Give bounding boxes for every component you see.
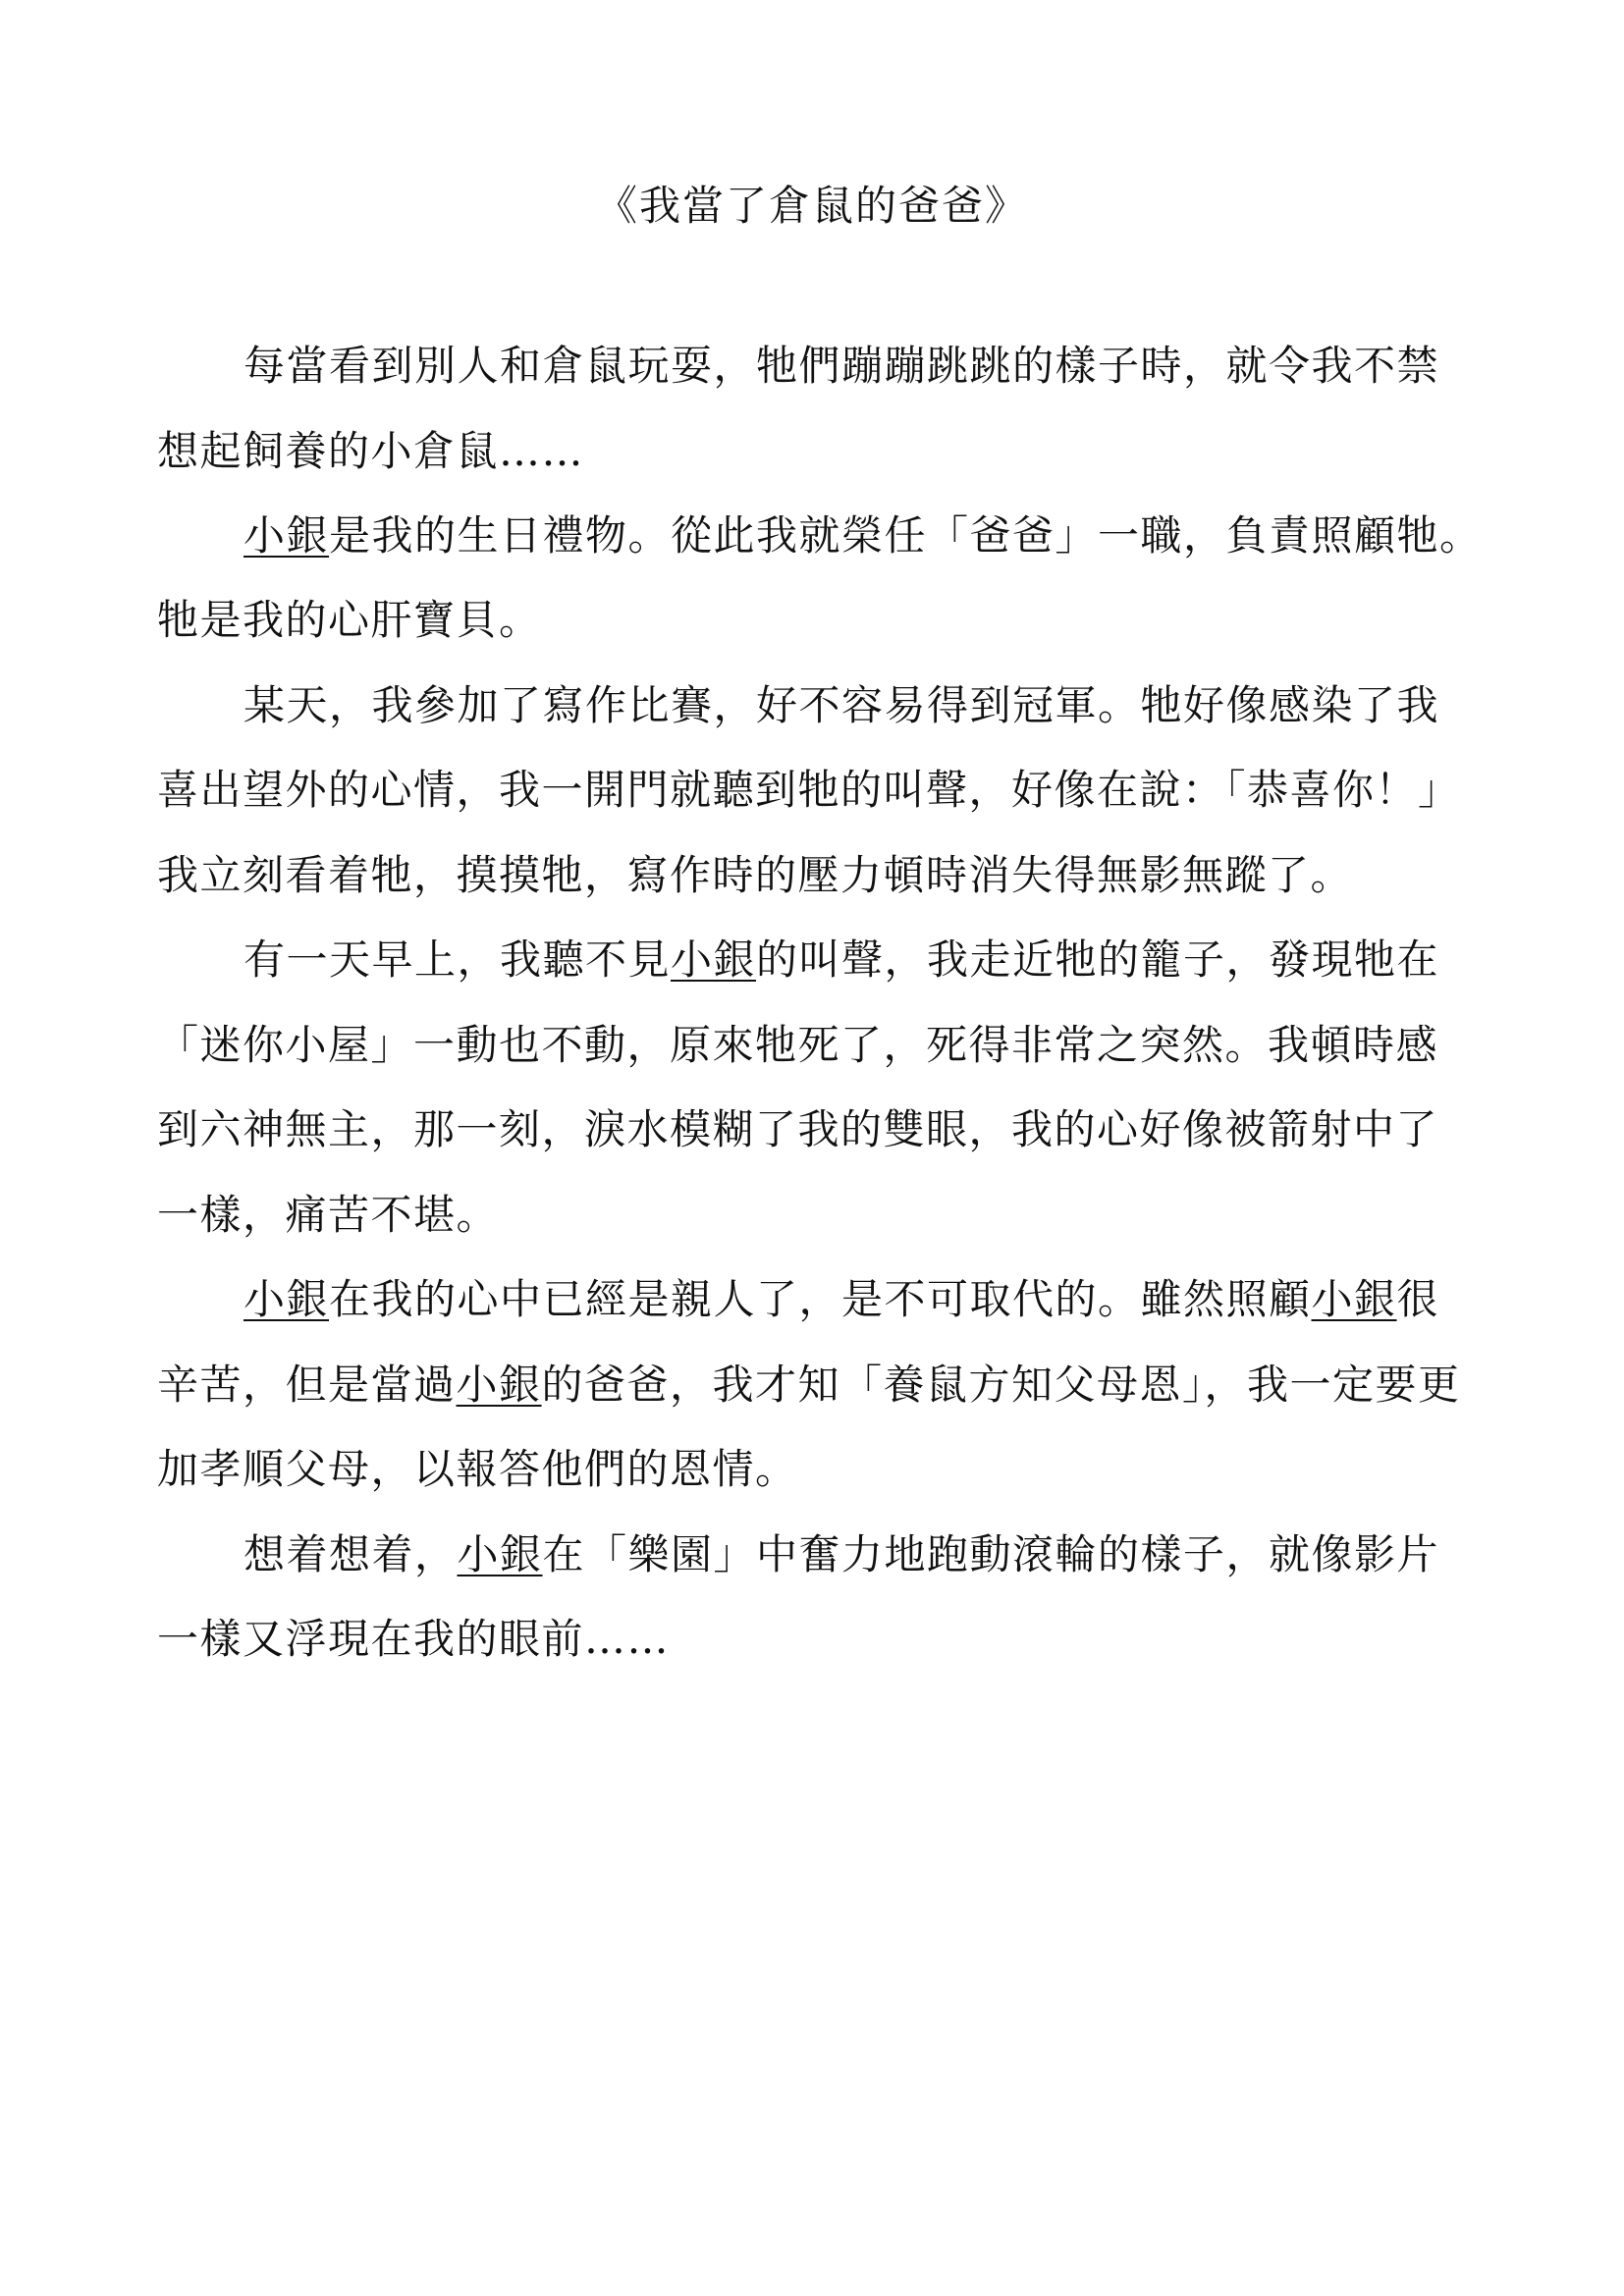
text-run: 喜出望外的心情，我一開門就聽到牠的叫聲，好像在說：「恭喜你！」 bbox=[157, 766, 1461, 814]
proper-noun-xiaoyin: 小銀 bbox=[671, 935, 757, 984]
proper-noun-xiaoyin: 小銀 bbox=[1311, 1275, 1397, 1323]
text-run: 每當看到別人和倉鼠玩耍，牠們蹦蹦跳跳的樣子時，就令我不禁 bbox=[244, 342, 1440, 390]
text-run: 我立刻看着牠，摸摸牠，寫作時的壓力頓時消失得無影無蹤了。 bbox=[157, 851, 1354, 899]
text-run: 在「樂園」中奮力地跑動滾輪的樣子，就像影片 bbox=[542, 1530, 1440, 1578]
text-run: 想着想着， bbox=[244, 1530, 458, 1578]
paragraph-1-line-2 bbox=[157, 420, 584, 483]
text-run: 有一天早上，我聽不見 bbox=[244, 935, 672, 984]
text-run: 辛苦，但是當過 bbox=[157, 1361, 457, 1409]
proper-noun-xiaoyin: 小銀 bbox=[457, 1530, 543, 1578]
text-run: 一樣又浮現在我的眼前…… bbox=[157, 1615, 671, 1663]
text-run: 到六神無主，那一刻，淚水模糊了我的雙眼，我的心好像被箭射中了 bbox=[157, 1105, 1439, 1153]
paragraph-4-line-4 bbox=[157, 1184, 499, 1247]
text-run: 的爸爸，我才知「養鼠方知父母恩」，我一定要更 bbox=[541, 1361, 1461, 1409]
text-run: 加孝順父母，以報答他們的恩情。 bbox=[157, 1445, 798, 1493]
proper-noun-xiaoyin: 小銀 bbox=[244, 511, 330, 560]
essay-title: 《我當了倉鼠的爸爸》 bbox=[595, 182, 1028, 230]
paragraph-3-line-1 bbox=[244, 674, 1439, 737]
text-run: 某天，我參加了寫作比賽，好不容易得到冠軍。牠好像感染了我 bbox=[244, 681, 1440, 729]
proper-noun-xiaoyin: 小銀 bbox=[456, 1361, 542, 1409]
text-run: 在我的心中已經是親人了，是不可取代的。雖然照顧 bbox=[329, 1275, 1312, 1323]
paragraph-3-line-3 bbox=[157, 844, 1353, 907]
text-run: 「迷你小屋」一動也不動，原來牠死了，死得非常之突然。我頓時感 bbox=[157, 1021, 1439, 1069]
text-run: 是我的生日禮物。從此我就榮任「爸爸」一職，負責照顧牠。 bbox=[329, 511, 1483, 560]
paragraph-4-line-2 bbox=[157, 1014, 1438, 1077]
text-run: 牠是我的心肝寶貝。 bbox=[157, 596, 542, 644]
text-run: 很 bbox=[1396, 1275, 1440, 1323]
paragraph-5-line-3 bbox=[157, 1438, 798, 1501]
text-run: 的叫聲，我走近牠的籠子，發現牠在 bbox=[756, 935, 1440, 984]
paragraph-2-line-1 bbox=[244, 505, 1483, 567]
paragraph-5-line-2 bbox=[157, 1354, 1461, 1416]
paragraph-6-line-2 bbox=[157, 1608, 670, 1671]
paragraph-3-line-2 bbox=[157, 759, 1461, 822]
paragraph-6-line-1 bbox=[244, 1523, 1439, 1586]
paragraph-4-line-1 bbox=[244, 929, 1439, 991]
paragraph-2-line-2 bbox=[157, 589, 542, 652]
paragraph-5-line-1 bbox=[244, 1268, 1439, 1331]
proper-noun-xiaoyin: 小銀 bbox=[244, 1275, 330, 1323]
text-run: 想起飼養的小倉鼠…… bbox=[157, 427, 585, 475]
paragraph-1-line-1 bbox=[244, 335, 1439, 398]
paragraph-4-line-3 bbox=[157, 1098, 1438, 1161]
text-run: 一樣，痛苦不堪。 bbox=[157, 1191, 500, 1239]
